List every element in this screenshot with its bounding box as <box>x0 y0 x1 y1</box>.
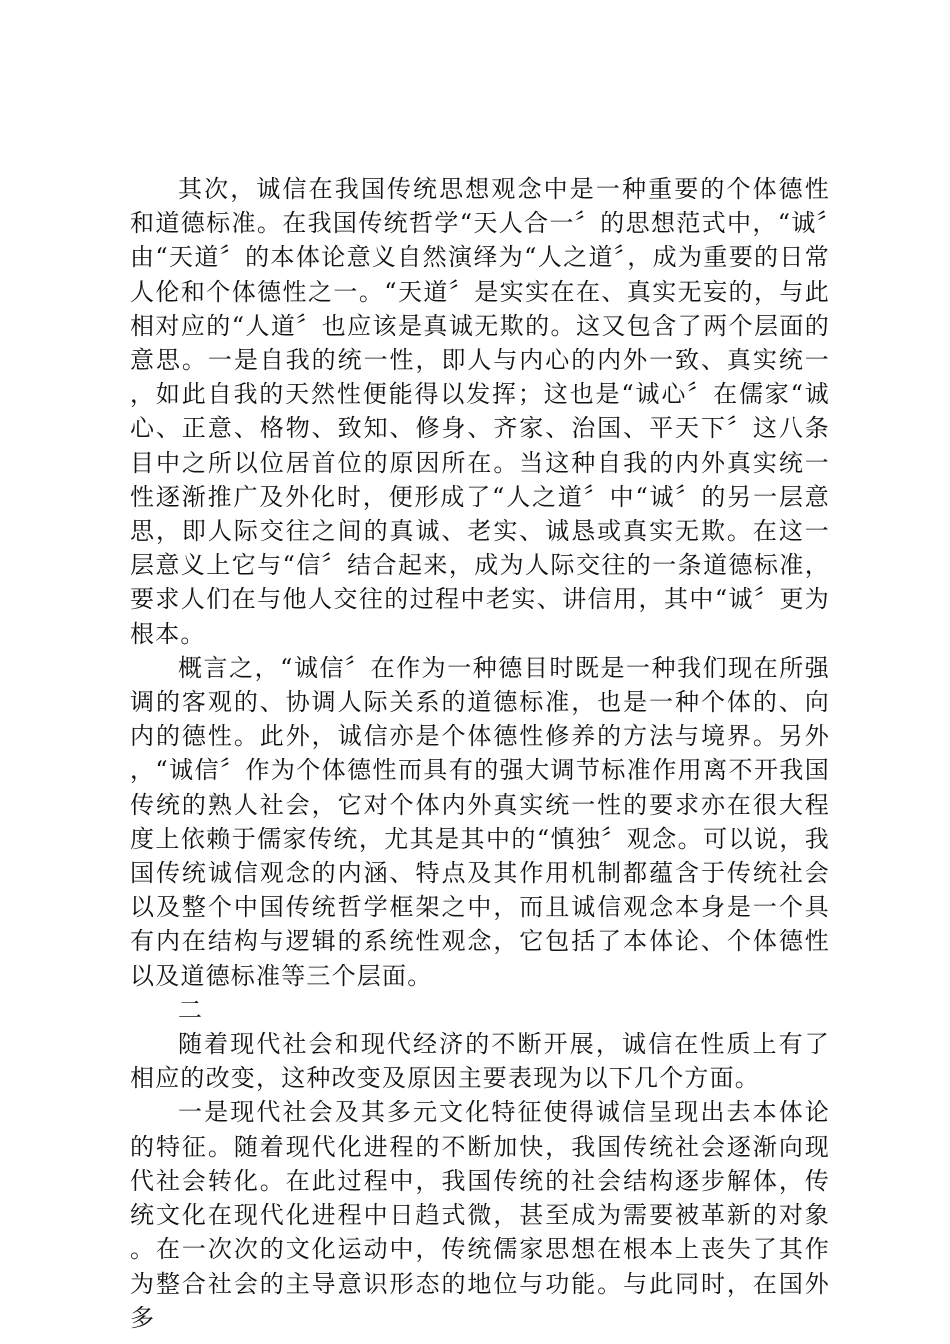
paragraph-sincerity-traditional-virtue: 其次，诚信在我国传统思想观念中是一种重要的个体德性和道德标准。在我国传统哲学“天人合一〞的思想范式中，“诚〞由“天道〞的本体论意义自然演绎为“人之道〞，成为重要的日常人伦和个体德性之一。“天道〞是实实在在、真实无妄的，与此相对应的“人道〞也应该是真诚无欺的。这又包含了两个层面的意思。一是自我的统一性，即人与内心的内外一致、真实统一，如此自我的天然性便能得以发挥；这也是“诚心〞在儒家“诚心、正意、格物、致知、修身、齐家、治国、平天下〞这八条目中之所以位居首位的原因所在。当这种自我的内外真实统一性逐渐推广及外化时，便形成了“人之道〞中“诚〞的另一层意思，即人际交往之间的真诚、老实、诚恳或真实无欺。在这一层意义上它与“信〞结合起来，成为人际交往的一条道德标准，要求人们在与他人交往的过程中老实、讲信用，其中“诚〞更为根本。 <box>130 175 830 648</box>
paragraph-modern-change-intro: 随着现代社会和现代经济的不断开展，诚信在性质上有了相应的改变，这种改变及原因主要表现为以下几个方面。 <box>130 1030 830 1093</box>
paragraph-summary: 概言之，“诚信〞在作为一种德目时既是一种我们现在所强调的客观的、协调人际关系的道德标准，也是一种个体的、向内的德性。此外，诚信亦是个体德性修养的方法与境界。另外，“诚信〞作为个体德性而具有的强大调节标准作用离不开我国传统的熟人社会，它对个体内外真实统一性的要求亦在很大程度上依赖于儒家传统，尤其是其中的“慎独〞观念。可以说，我国传统诚信观念的内涵、特点及其作用机制都蕴含于传统社会以及整个中国传统哲学框架之中，而且诚信观念本身是一个具有内在结构与逻辑的系统性观念，它包括了本体论、个体德性以及道德标准等三个层面。 <box>130 653 830 990</box>
paragraph-point-one: 一是现代社会及其多元文化特征使得诚信呈现出去本体论的特征。随着现代化进程的不断加快，我国传统社会逐渐向现代社会转化。在此过程中，我国传统的社会结构逐步解体，传统文化在现代化进程中日趋式微，甚至成为需要被革新的对象。在一次次的文化运动中，传统儒家思想在根本上丧失了其作为整合社会的主导意识形态的地位与功能。与此同时，在国外多 <box>130 1098 830 1332</box>
section-number: 二 <box>178 995 204 1024</box>
body-text <box>130 172 830 1335</box>
